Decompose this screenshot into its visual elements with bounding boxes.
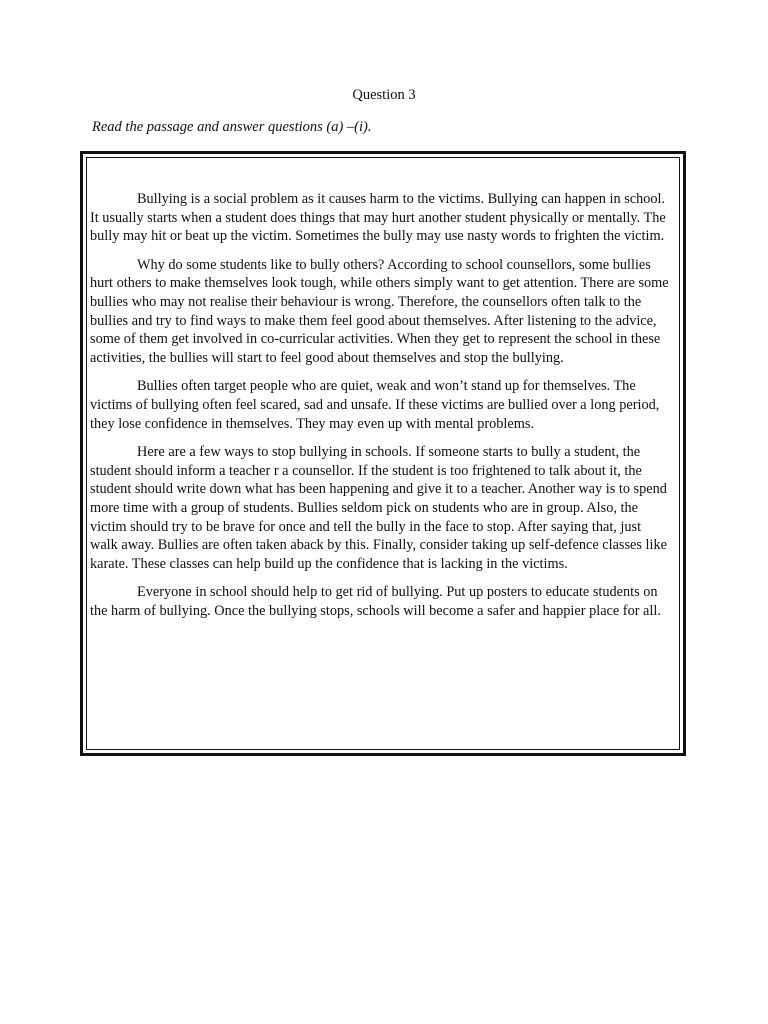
passage-box bbox=[80, 151, 686, 756]
paragraph-2: Why do some students like to bully others? According to school counsellors, some bullies hurt others to make themselves look tough, while others simply want to get attention. There are some bullies who may not realise their behaviour is wrong. Therefore, the counsellors often talk to the bullies and try to find ways to make them feel good about themselves. After listening to the advice, some of them get involved in co-curricular activities. When they get to represent the school in these activities, the bullies will start to feel good about themselves and stop the bullying. bbox=[90, 256, 669, 366]
instruction-text: Read the passage and answer questions (a) –(i). bbox=[92, 119, 372, 135]
paragraph-3: Bullies often target people who are quiet, weak and won’t stand up for themselves. The victims of bullying often feel scared, sad and unsafe. If these victims are bullied over a long period, they lose confidence in themselves. They may even up with mental problems. bbox=[90, 378, 660, 432]
paragraph-1: Bullying is a social problem as it causes harm to the victims. Bullying can happen in school. It usually starts when a student does things that may hurt another student physically or mentally. The bully may hit or beat up the victim. Sometimes the bully may use nasty words to frighten the victim. bbox=[90, 191, 666, 245]
paragraph-4: Here are a few ways to stop bullying in schools. If someone starts to bully a student, the student should inform a teacher r a counsellor. If the student is too frightened to talk about it, the student should write down what has been happening and give it to a teacher. Another way is to spend more time with a group of students. Bullies seldom pick on students who are in group. Also, the victim should try to be brave for once and tell the bully in the face to stop. After saying that, just walk away. Bullies are often taken aback by this. Finally, consider taking up self-defence classes like karate. These classes can help build up the confidence that is lacking in the victims. bbox=[90, 444, 667, 572]
passage-text bbox=[90, 190, 672, 630]
paragraph-5: Everyone in school should help to get rid of bullying. Put up posters to educate students on the harm of bullying. Once the bullying stops, schools will become a safer and happier place for all. bbox=[90, 584, 661, 619]
question-title: Question 3 bbox=[352, 87, 416, 103]
